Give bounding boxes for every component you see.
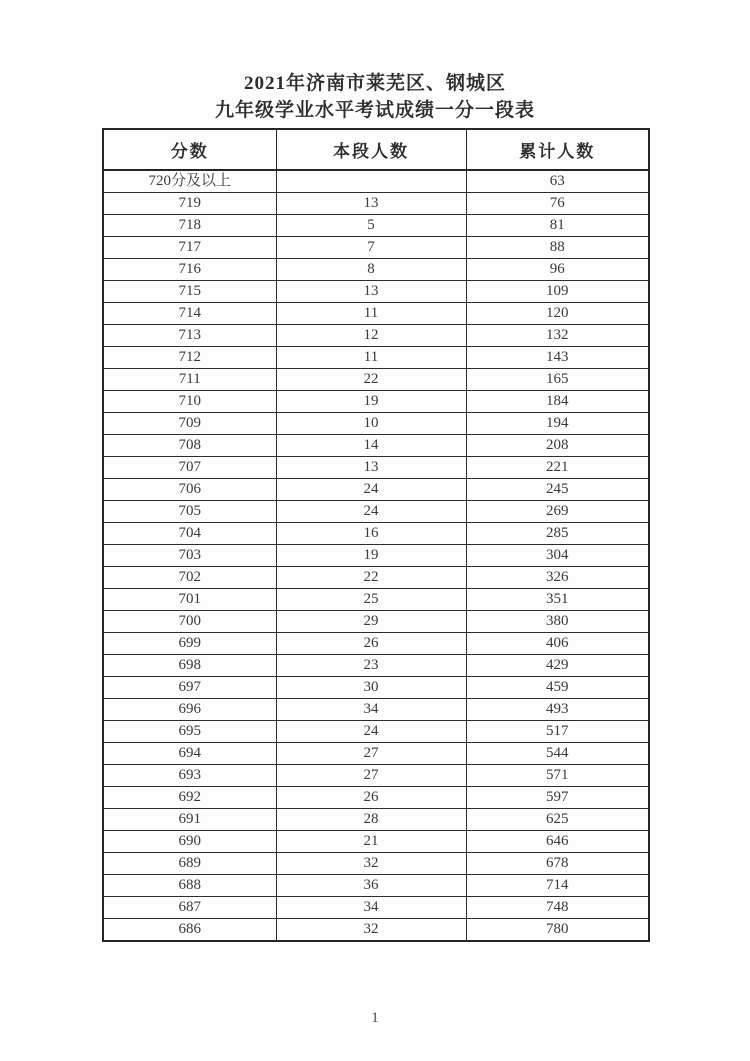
header-row	[103, 129, 649, 170]
score-cell: 705	[103, 501, 276, 523]
cumulative-count-cell: 493	[466, 699, 649, 721]
score-cell: 708	[103, 435, 276, 457]
table-row	[103, 765, 649, 787]
cumulative-count-cell: 748	[466, 897, 649, 919]
score-cell: 709	[103, 413, 276, 435]
title-line-2: 九年级学业水平考试成绩一分一段表	[214, 100, 535, 121]
score-cell: 689	[103, 853, 276, 875]
cumulative-count-cell: 81	[466, 215, 649, 237]
table-row	[103, 347, 649, 369]
cumulative-count-cell: 76	[466, 193, 649, 215]
table-row	[103, 545, 649, 567]
score-cell: 698	[103, 655, 276, 677]
score-cell: 712	[103, 347, 276, 369]
segment-count-cell: 32	[276, 919, 466, 942]
cumulative-count-cell: 120	[466, 303, 649, 325]
table-row	[103, 281, 649, 303]
document-title	[0, 70, 750, 124]
table-body	[103, 170, 649, 941]
score-cell: 691	[103, 809, 276, 831]
table-row	[103, 215, 649, 237]
table-row	[103, 853, 649, 875]
segment-count-cell: 13	[276, 281, 466, 303]
table-row	[103, 633, 649, 655]
table-row	[103, 237, 649, 259]
table-row	[103, 457, 649, 479]
segment-count-cell: 36	[276, 875, 466, 897]
segment-count-cell: 7	[276, 237, 466, 259]
segment-count-cell	[276, 170, 466, 193]
table-row	[103, 479, 649, 501]
segment-count-cell: 34	[276, 897, 466, 919]
cumulative-count-cell: 714	[466, 875, 649, 897]
cumulative-count-cell: 132	[466, 325, 649, 347]
table-row	[103, 721, 649, 743]
segment-count-cell: 19	[276, 545, 466, 567]
title-line-1: 2021年济南市莱芜区、钢城区	[243, 73, 506, 94]
score-cell: 715	[103, 281, 276, 303]
cumulative-count-cell: 285	[466, 523, 649, 545]
table-row	[103, 787, 649, 809]
segment-count-cell: 30	[276, 677, 466, 699]
score-cell: 718	[103, 215, 276, 237]
cumulative-count-cell: 221	[466, 457, 649, 479]
table-row	[103, 655, 649, 677]
segment-count-cell: 11	[276, 303, 466, 325]
score-cell: 693	[103, 765, 276, 787]
segment-count-cell: 11	[276, 347, 466, 369]
score-cell: 697	[103, 677, 276, 699]
cumulative-count-cell: 459	[466, 677, 649, 699]
cumulative-count-cell: 269	[466, 501, 649, 523]
score-cell: 692	[103, 787, 276, 809]
score-cell: 706	[103, 479, 276, 501]
segment-count-cell: 13	[276, 457, 466, 479]
segment-count-cell: 8	[276, 259, 466, 281]
segment-count-cell: 32	[276, 853, 466, 875]
segment-count-cell: 23	[276, 655, 466, 677]
segment-count-cell: 19	[276, 391, 466, 413]
table-row	[103, 259, 649, 281]
score-cell: 716	[103, 259, 276, 281]
cumulative-count-cell: 143	[466, 347, 649, 369]
table-row	[103, 699, 649, 721]
segment-count-cell: 29	[276, 611, 466, 633]
column-header-cumulative-count: 累计人数	[466, 129, 649, 170]
segment-count-cell: 27	[276, 743, 466, 765]
table-row	[103, 170, 649, 193]
score-cell: 707	[103, 457, 276, 479]
cumulative-count-cell: 597	[466, 787, 649, 809]
cumulative-count-cell: 429	[466, 655, 649, 677]
page-number: 1	[371, 1010, 379, 1026]
segment-count-cell: 13	[276, 193, 466, 215]
table-row	[103, 611, 649, 633]
segment-count-cell: 26	[276, 787, 466, 809]
table-row	[103, 831, 649, 853]
cumulative-count-cell: 184	[466, 391, 649, 413]
table-row	[103, 743, 649, 765]
score-cell: 690	[103, 831, 276, 853]
segment-count-cell: 34	[276, 699, 466, 721]
score-cell: 686	[103, 919, 276, 942]
segment-count-cell: 24	[276, 721, 466, 743]
table-row	[103, 567, 649, 589]
segment-count-cell: 12	[276, 325, 466, 347]
segment-count-cell: 25	[276, 589, 466, 611]
score-cell: 704	[103, 523, 276, 545]
cumulative-count-cell: 571	[466, 765, 649, 787]
table-row	[103, 413, 649, 435]
column-header-segment-count: 本段人数	[276, 129, 466, 170]
score-cell: 701	[103, 589, 276, 611]
segment-count-cell: 22	[276, 369, 466, 391]
segment-count-cell: 16	[276, 523, 466, 545]
table-row	[103, 897, 649, 919]
cumulative-count-cell: 380	[466, 611, 649, 633]
table-row	[103, 303, 649, 325]
segment-count-cell: 10	[276, 413, 466, 435]
table-row	[103, 919, 649, 942]
segment-count-cell: 28	[276, 809, 466, 831]
table-row	[103, 875, 649, 897]
score-cell: 688	[103, 875, 276, 897]
cumulative-count-cell: 625	[466, 809, 649, 831]
cumulative-count-cell: 517	[466, 721, 649, 743]
score-cell: 694	[103, 743, 276, 765]
score-cell: 719	[103, 193, 276, 215]
cumulative-count-cell: 646	[466, 831, 649, 853]
cumulative-count-cell: 351	[466, 589, 649, 611]
score-cell: 696	[103, 699, 276, 721]
segment-count-cell: 27	[276, 765, 466, 787]
segment-count-cell: 5	[276, 215, 466, 237]
segment-count-cell: 22	[276, 567, 466, 589]
score-cell: 687	[103, 897, 276, 919]
segment-count-cell: 24	[276, 501, 466, 523]
cumulative-count-cell: 63	[466, 170, 649, 193]
table-row	[103, 523, 649, 545]
segment-count-cell: 21	[276, 831, 466, 853]
cumulative-count-cell: 165	[466, 369, 649, 391]
table-row	[103, 677, 649, 699]
cumulative-count-cell: 245	[466, 479, 649, 501]
cumulative-count-cell: 304	[466, 545, 649, 567]
cumulative-count-cell: 96	[466, 259, 649, 281]
table-row	[103, 193, 649, 215]
table-row	[103, 589, 649, 611]
table-row	[103, 391, 649, 413]
score-cell: 711	[103, 369, 276, 391]
score-cell: 717	[103, 237, 276, 259]
score-cell: 699	[103, 633, 276, 655]
column-header-score: 分数	[103, 129, 276, 170]
score-cell: 703	[103, 545, 276, 567]
table-row	[103, 501, 649, 523]
cumulative-count-cell: 678	[466, 853, 649, 875]
table-row	[103, 809, 649, 831]
score-distribution-table	[102, 128, 650, 942]
score-cell: 702	[103, 567, 276, 589]
cumulative-count-cell: 109	[466, 281, 649, 303]
cumulative-count-cell: 326	[466, 567, 649, 589]
score-cell: 713	[103, 325, 276, 347]
cumulative-count-cell: 780	[466, 919, 649, 942]
cumulative-count-cell: 406	[466, 633, 649, 655]
table-row	[103, 369, 649, 391]
score-cell: 720分及以上	[103, 170, 276, 193]
cumulative-count-cell: 88	[466, 237, 649, 259]
segment-count-cell: 26	[276, 633, 466, 655]
table-row	[103, 435, 649, 457]
cumulative-count-cell: 544	[466, 743, 649, 765]
score-cell: 700	[103, 611, 276, 633]
score-cell: 710	[103, 391, 276, 413]
segment-count-cell: 24	[276, 479, 466, 501]
segment-count-cell: 14	[276, 435, 466, 457]
score-cell: 695	[103, 721, 276, 743]
cumulative-count-cell: 194	[466, 413, 649, 435]
score-cell: 714	[103, 303, 276, 325]
table-row	[103, 325, 649, 347]
cumulative-count-cell: 208	[466, 435, 649, 457]
